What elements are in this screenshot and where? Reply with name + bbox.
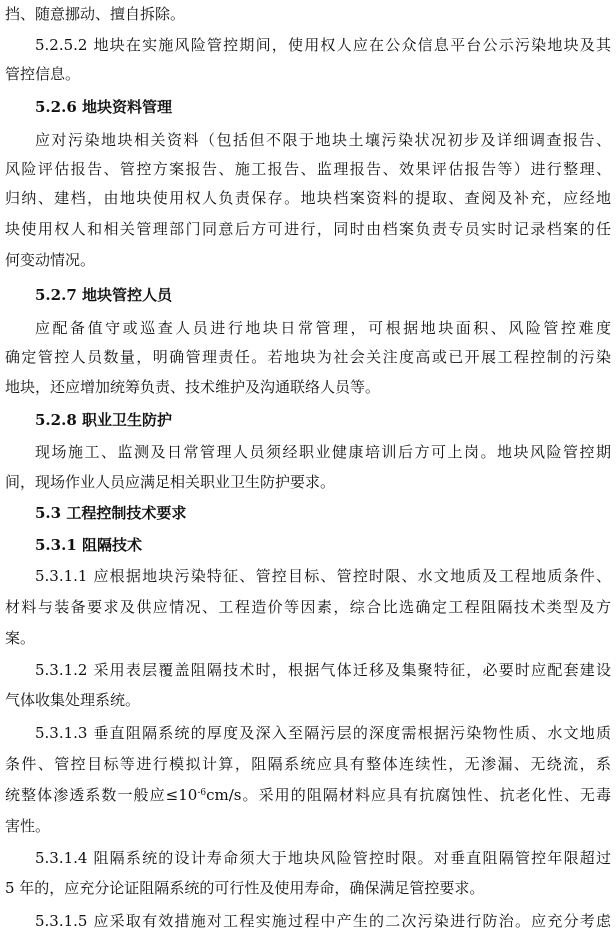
section-heading-5-2-6: 5.2.6 地块资料管理 [35,98,172,116]
clause-5-3-1-4: 5.3.1.4 阻隔系统的设计寿命须大于地块风险管控时限。对垂直阻隔管控年限超过 [35,849,611,867]
paragraph-5-2-6: 应对污染地块相关资料（包括但不限于地块土壤污染状况初步及详细调查报告、 [35,131,611,149]
section-heading-5-3-1: 5.3.1 阻隔技术 [35,536,142,554]
section-heading-5-2-8: 5.2.8 职业卫生防护 [35,411,172,429]
clause-5-3-1-3: 5.3.1.3 垂直阻隔系统的厚度及深入至隔污层的深度需根据污染物性质、水文地质 [35,724,611,742]
text-line: 5 年的，应充分论证阻隔系统的可行性及使用寿命，确保满足管控要求。 [5,879,485,897]
paragraph-5-2-8: 现场施工、监测及日常管理人员须经职业健康培训后方可上岗。地块风险管控期 [35,443,611,461]
section-heading-5-3: 5.3 工程控制技术要求 [35,504,187,522]
text-fragment: cm/s。采用的阻隔材料应具有抗腐蚀性、抗老化性、无毒 [206,786,611,804]
text-line: 害性。 [5,817,51,835]
clause-5-3-1-2: 5.3.1.2 采用表层覆盖阻隔技术时，根据气体迁移及集聚特征，必要时应配套建设 [35,661,611,679]
text-line: 何变动情况。 [5,251,96,269]
exponent: -6 [197,788,207,798]
text-line: 间，现场作业人员应满足相关职业卫生防护要求。 [5,473,336,491]
text-line: 风险评估报告、管控方案报告、施工报告、监理报告、效果评估报告等）进行整理、 [5,160,611,178]
clause-5-2-5-2: 5.2.5.2 地块在实施风险管控期间，使用权人应在公众信息平台公示污染地块及其 [35,36,611,54]
text-line: 案。 [5,629,36,647]
text-line: 确定管控人员数量，明确管理责任。若地块为社会关注度高或已开展工程控制的污染 [5,348,611,366]
paragraph-5-2-7: 应配备值守或巡查人员进行地块日常管理，可根据地块面积、风险管控难度 [35,319,611,337]
text-line: 气体收集处理系统。 [5,691,141,709]
section-heading-5-2-7: 5.2.7 地块管控人员 [35,286,172,304]
text-line: 材料与装备要求及供应情况、工程造价等因素，综合比选确定工程阻隔技术类型及方 [5,598,611,616]
text-line: 地块，还应增加统筹负责、技术维护及沟通联络人员等。 [5,378,381,396]
text-fragment: 统整体渗透系数一般应≤10 [5,786,198,804]
clause-5-3-1-5: 5.3.1.5 应采取有效措施对工程实施过程中产生的二次污染进行防治。应充分考虑 [35,912,611,930]
text-line: 挡、随意挪动、擅自拆除。 [5,5,186,23]
text-line: 块使用权人和相关管理部门同意后方可进行，同时由档案负责专员实时记录档案的任 [5,220,611,238]
permeability-line [5,783,611,807]
text-line: 条件、管控目标等进行模拟计算，阻隔系统应具有整体连续性，无渗漏、无绕流，系 [5,755,611,773]
text-line: 归纳、建档，由地块使用权人负责保存。地块档案资料的提取、查阅及补充，应经地 [5,189,611,207]
clause-5-3-1-1: 5.3.1.1 应根据地块污染特征、管控目标、管控时限、水文地质及工程地质条件、 [35,567,611,585]
text-line: 管控信息。 [5,65,81,83]
